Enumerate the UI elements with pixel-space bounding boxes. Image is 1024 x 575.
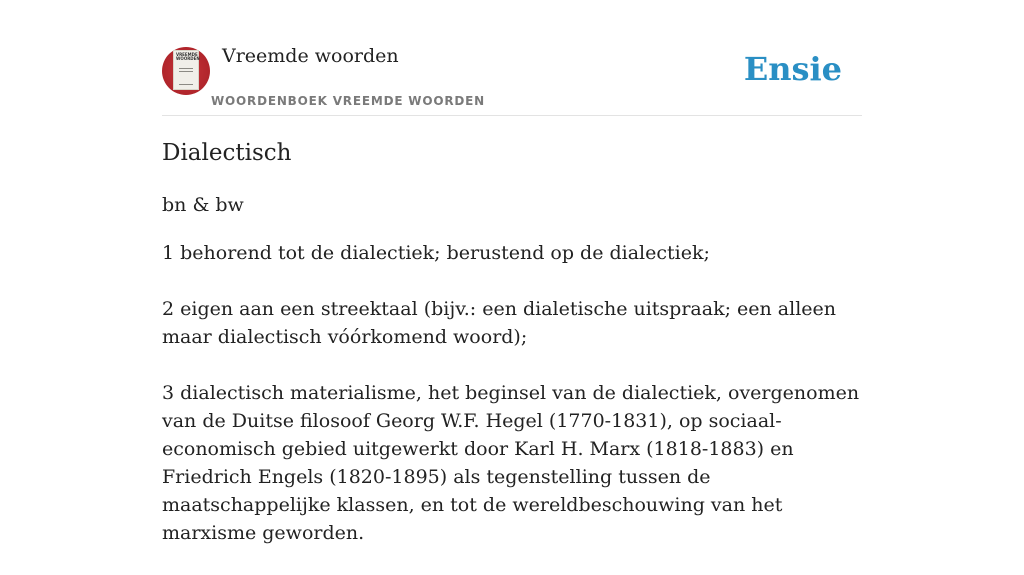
book-cover-line — [179, 84, 193, 85]
book-cover-title: VREEMDE WOORDEN — [176, 52, 200, 61]
book-cover-line — [179, 71, 193, 72]
definition-list — [162, 239, 862, 575]
definition-item: 3 dialectisch materialisme, het beginsel van de dialectiek, overgenomen van de Duitse filosoof Georg W.F. Hegel (1770-1831), op sociaal-economisch gebied uitgewerkt door Karl H. Marx (1818-1883) en Friedrich Engels (1820-1895) als tegenstelling tussen de maatschappelijke klassen, en tot de wereldbeschouwing van het marxisme geworden. — [162, 382, 860, 544]
entry-title: Dialectisch — [162, 140, 292, 166]
site-subtitle: WOORDENBOEK VREEMDE WOORDEN — [211, 94, 485, 108]
book-cover — [173, 50, 199, 90]
brand-logo[interactable]: Ensie — [743, 50, 842, 88]
site-title[interactable]: Vreemde woorden — [222, 45, 399, 67]
definition-item: 1 behorend tot de dialectiek; berustend op de dialectiek; — [162, 242, 710, 264]
book-cover-line — [179, 68, 193, 69]
definition-item: 2 eigen aan een streektaal (bijv.: een dialetische uitspraak; een alleen maar dialectisch vóórkomend woord); — [162, 298, 837, 348]
part-of-speech: bn & bw — [162, 194, 244, 216]
book-cover-icon[interactable] — [162, 47, 210, 95]
site-header — [162, 0, 862, 116]
page-container — [162, 0, 862, 544]
